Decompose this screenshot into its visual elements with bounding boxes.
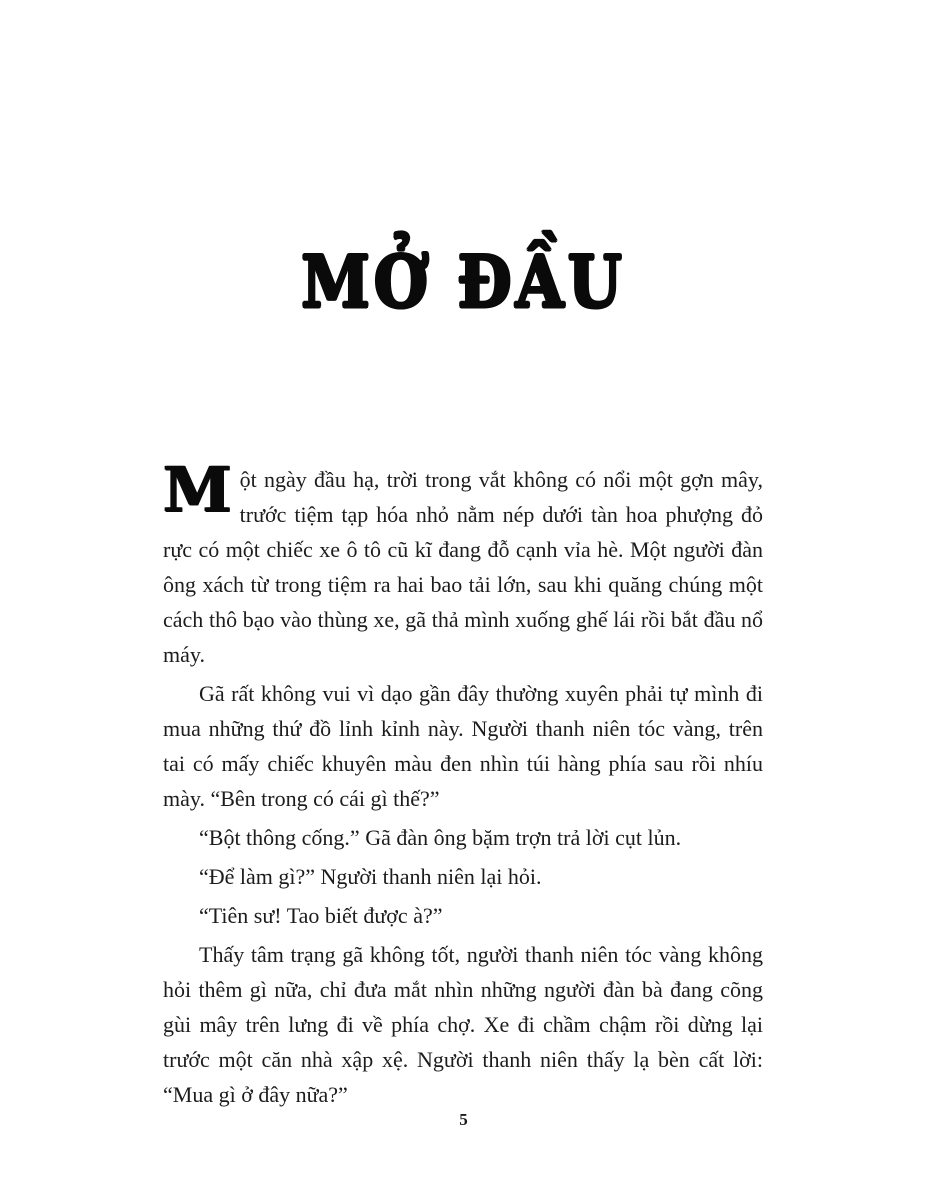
chapter-title: MỞ ĐẦU [301,240,626,324]
drop-cap: M [163,453,232,526]
paragraph-text: ột ngày đầu hạ, trời trong vắt không có nổi một gợn mây, trước tiệm tạp hóa nhỏ nằm nép dưới tàn hoa phượng đỏ rực có một chiếc xe ô tô cũ kĩ đang đỗ cạnh vỉa hè. Một người đàn ông xách từ trong tiệm ra hai bao tải lớn, sau khi quăng chúng một cách thô bạo vào thùng xe, gã thả mình xuống ghế lái rồi bắt đầu nổ máy. [163,467,763,667]
paragraph: “Để làm gì?” Người thanh niên lại hỏi. [199,864,542,889]
body-text [163,453,763,1116]
paragraph: “Bột thông cống.” Gã đàn ông bặm trợn trả lời cụt lủn. [199,825,682,850]
paragraph [163,453,763,672]
paragraph: “Tiên sư! Tao biết được à?” [199,903,443,928]
page-number: 5 [459,1110,468,1129]
paragraph: Gã rất không vui vì dạo gần đây thường xuyên phải tự mình đi mua những thứ đồ lỉnh kỉnh này. Người thanh niên tóc vàng, trên tai có mấy chiếc khuyên màu đen nhìn túi hàng phía sau rồi nhíu mày. “Bên trong có cái gì thế?” [163,681,763,811]
paragraph: Thấy tâm trạng gã không tốt, người thanh niên tóc vàng không hỏi thêm gì nữa, chỉ đưa mắt nhìn những người đàn bà đang cõng gùi mây trên lưng đi về phía chợ. Xe đi chầm chậm rồi dừng lại trước một căn nhà xập xệ. Người thanh niên thấy lạ bèn cất lời: “Mua gì ở đây nữa?” [163,942,763,1107]
